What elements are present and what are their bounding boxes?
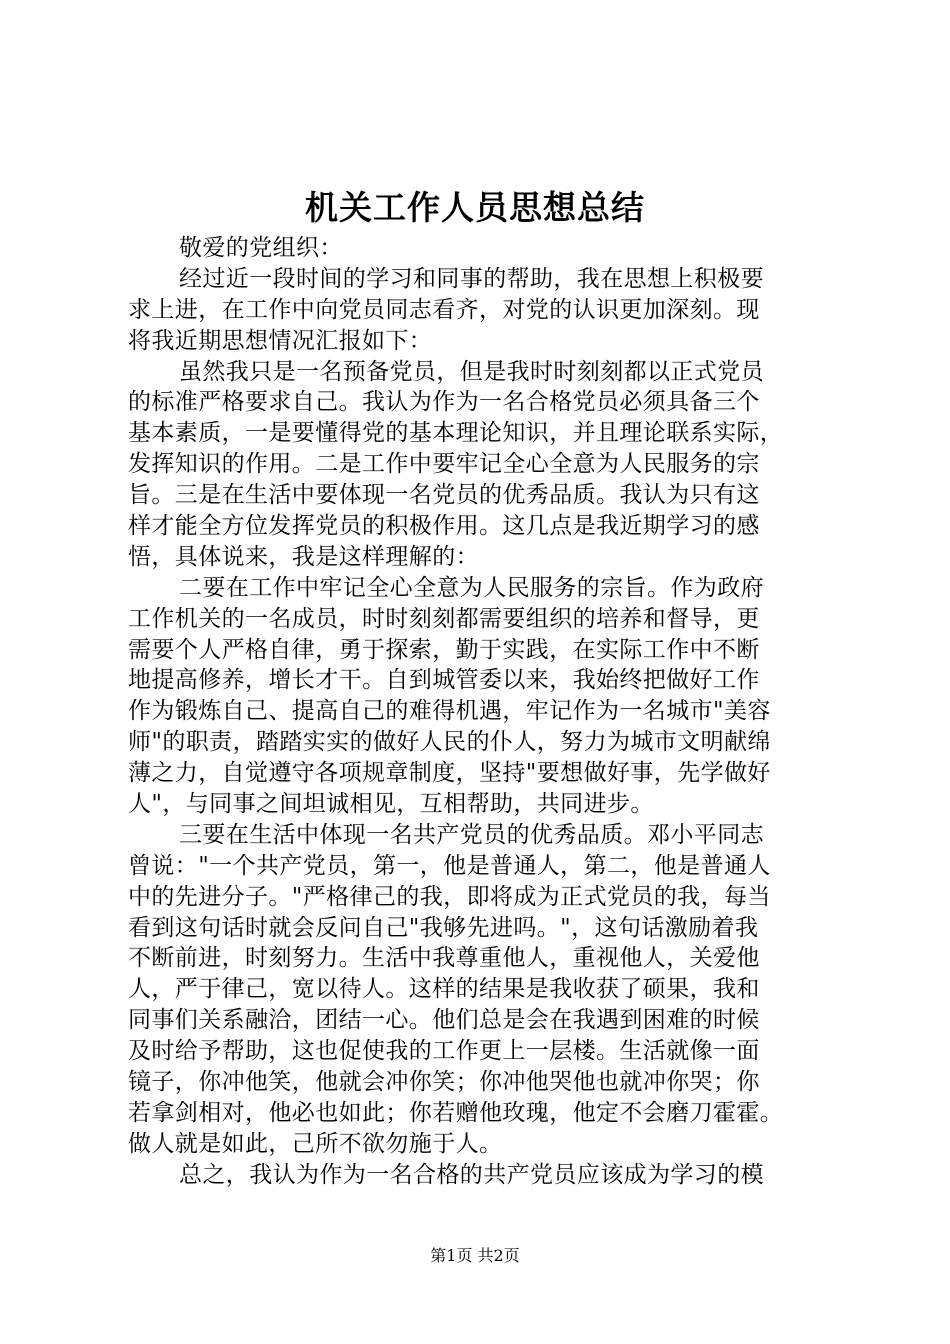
body-line: 看到这句话时就会反问自己"我够先进吗。"，这句话激励着我 (128, 914, 759, 941)
body-line: 的标准严格要求自己。我认为作为一名合格党员必须具备三个 (128, 389, 760, 416)
body-line: 师"的职责，踏踏实实的做好人民的仆人，努力为城市文明献绵 (128, 729, 771, 756)
body-line: 中的先进分子。"严格律己的我，即将成为正式党员的我，每当 (128, 883, 771, 910)
body-line: 人"，与同事之间坦诚相见，互相帮助，共同进步。 (128, 791, 654, 818)
body-line: 敬爱的党组织： (179, 235, 343, 261)
body-line: 总之，我认为作为一名合格的共产党员应该成为学习的模 (179, 1161, 764, 1188)
body-line: 同事们关系融洽，团结一心。他们总是会在我遇到困难的时候 (128, 1007, 760, 1034)
body-line: 若拿剑相对，他必也如此；你若赠他玫瑰，他定不会磨刀霍霍。 (128, 1099, 784, 1126)
body-line: 作为锻炼自己、提高自己的难得机遇，牢记作为一名城市"美容 (128, 698, 771, 725)
body-line: 发挥知识的作用。二是工作中要牢记全心全意为人民服务的宗 (128, 451, 760, 478)
body-line: 镜子，你冲他笑，他就会冲你笑；你冲他哭他也就冲你哭；你 (128, 1069, 760, 1096)
body-line: 地提高修养，增长才干。自到城管委以来，我始终把做好工作 (128, 667, 760, 694)
body-line: 薄之力，自觉遵守各项规章制度，坚持"要想做好事，先学做好 (128, 760, 771, 787)
body-line: 基本素质，一是要懂得党的基本理论知识，并且理论联系实际， (128, 420, 784, 447)
body-line: 虽然我只是一名预备党员，但是我时时刻刻都以正式党员 (179, 358, 764, 385)
body-line: 需要个人严格自律，勇于探索，勤于实践，在实际工作中不断 (128, 636, 760, 663)
body-line: 求上进，在工作中向党员同志看齐，对党的认识更加深刻。现 (128, 296, 760, 323)
body-line: 经过近一段时间的学习和同事的帮助，我在思想上积极要 (179, 265, 764, 292)
body-line: 及时给予帮助，这也促使我的工作更上一层楼。生活就像一面 (128, 1038, 760, 1065)
document-title: 机关工作人员思想总结 (305, 188, 645, 227)
body-line: 悟，具体说来，我是这样理解的： (128, 543, 479, 570)
page-footer: 第1页 共2页 (430, 1246, 520, 1265)
body-line: 样才能全方位发挥党员的积极作用。这几点是我近期学习的感 (128, 513, 760, 540)
body-line: 旨。三是在生活中要体现一名党员的优秀品质。我认为只有这 (128, 482, 760, 509)
body-line: 不断前进，时刻努力。生活中我尊重他人，重视他人，关爱他 (128, 945, 760, 972)
body-line: 三要在生活中体现一名共产党员的优秀品质。邓小平同志 (179, 821, 764, 848)
document-body (128, 233, 838, 1191)
body-line: 将我近期思想情况汇报如下： (128, 327, 433, 354)
body-line: 二要在工作中牢记全心全意为人民服务的宗旨。作为政府 (179, 574, 764, 601)
body-line: 人，严于律己，宽以待人。这样的结果是我收获了硕果，我和 (128, 976, 760, 1003)
body-line: 做人就是如此，己所不欲勿施于人。 (128, 1130, 503, 1157)
body-line: 工作机关的一名成员，时时刻刻都需要组织的培养和督导，更 (128, 605, 760, 632)
body-line: 曾说："一个共产党员，第一，他是普通人，第二，他是普通人 (128, 852, 771, 879)
